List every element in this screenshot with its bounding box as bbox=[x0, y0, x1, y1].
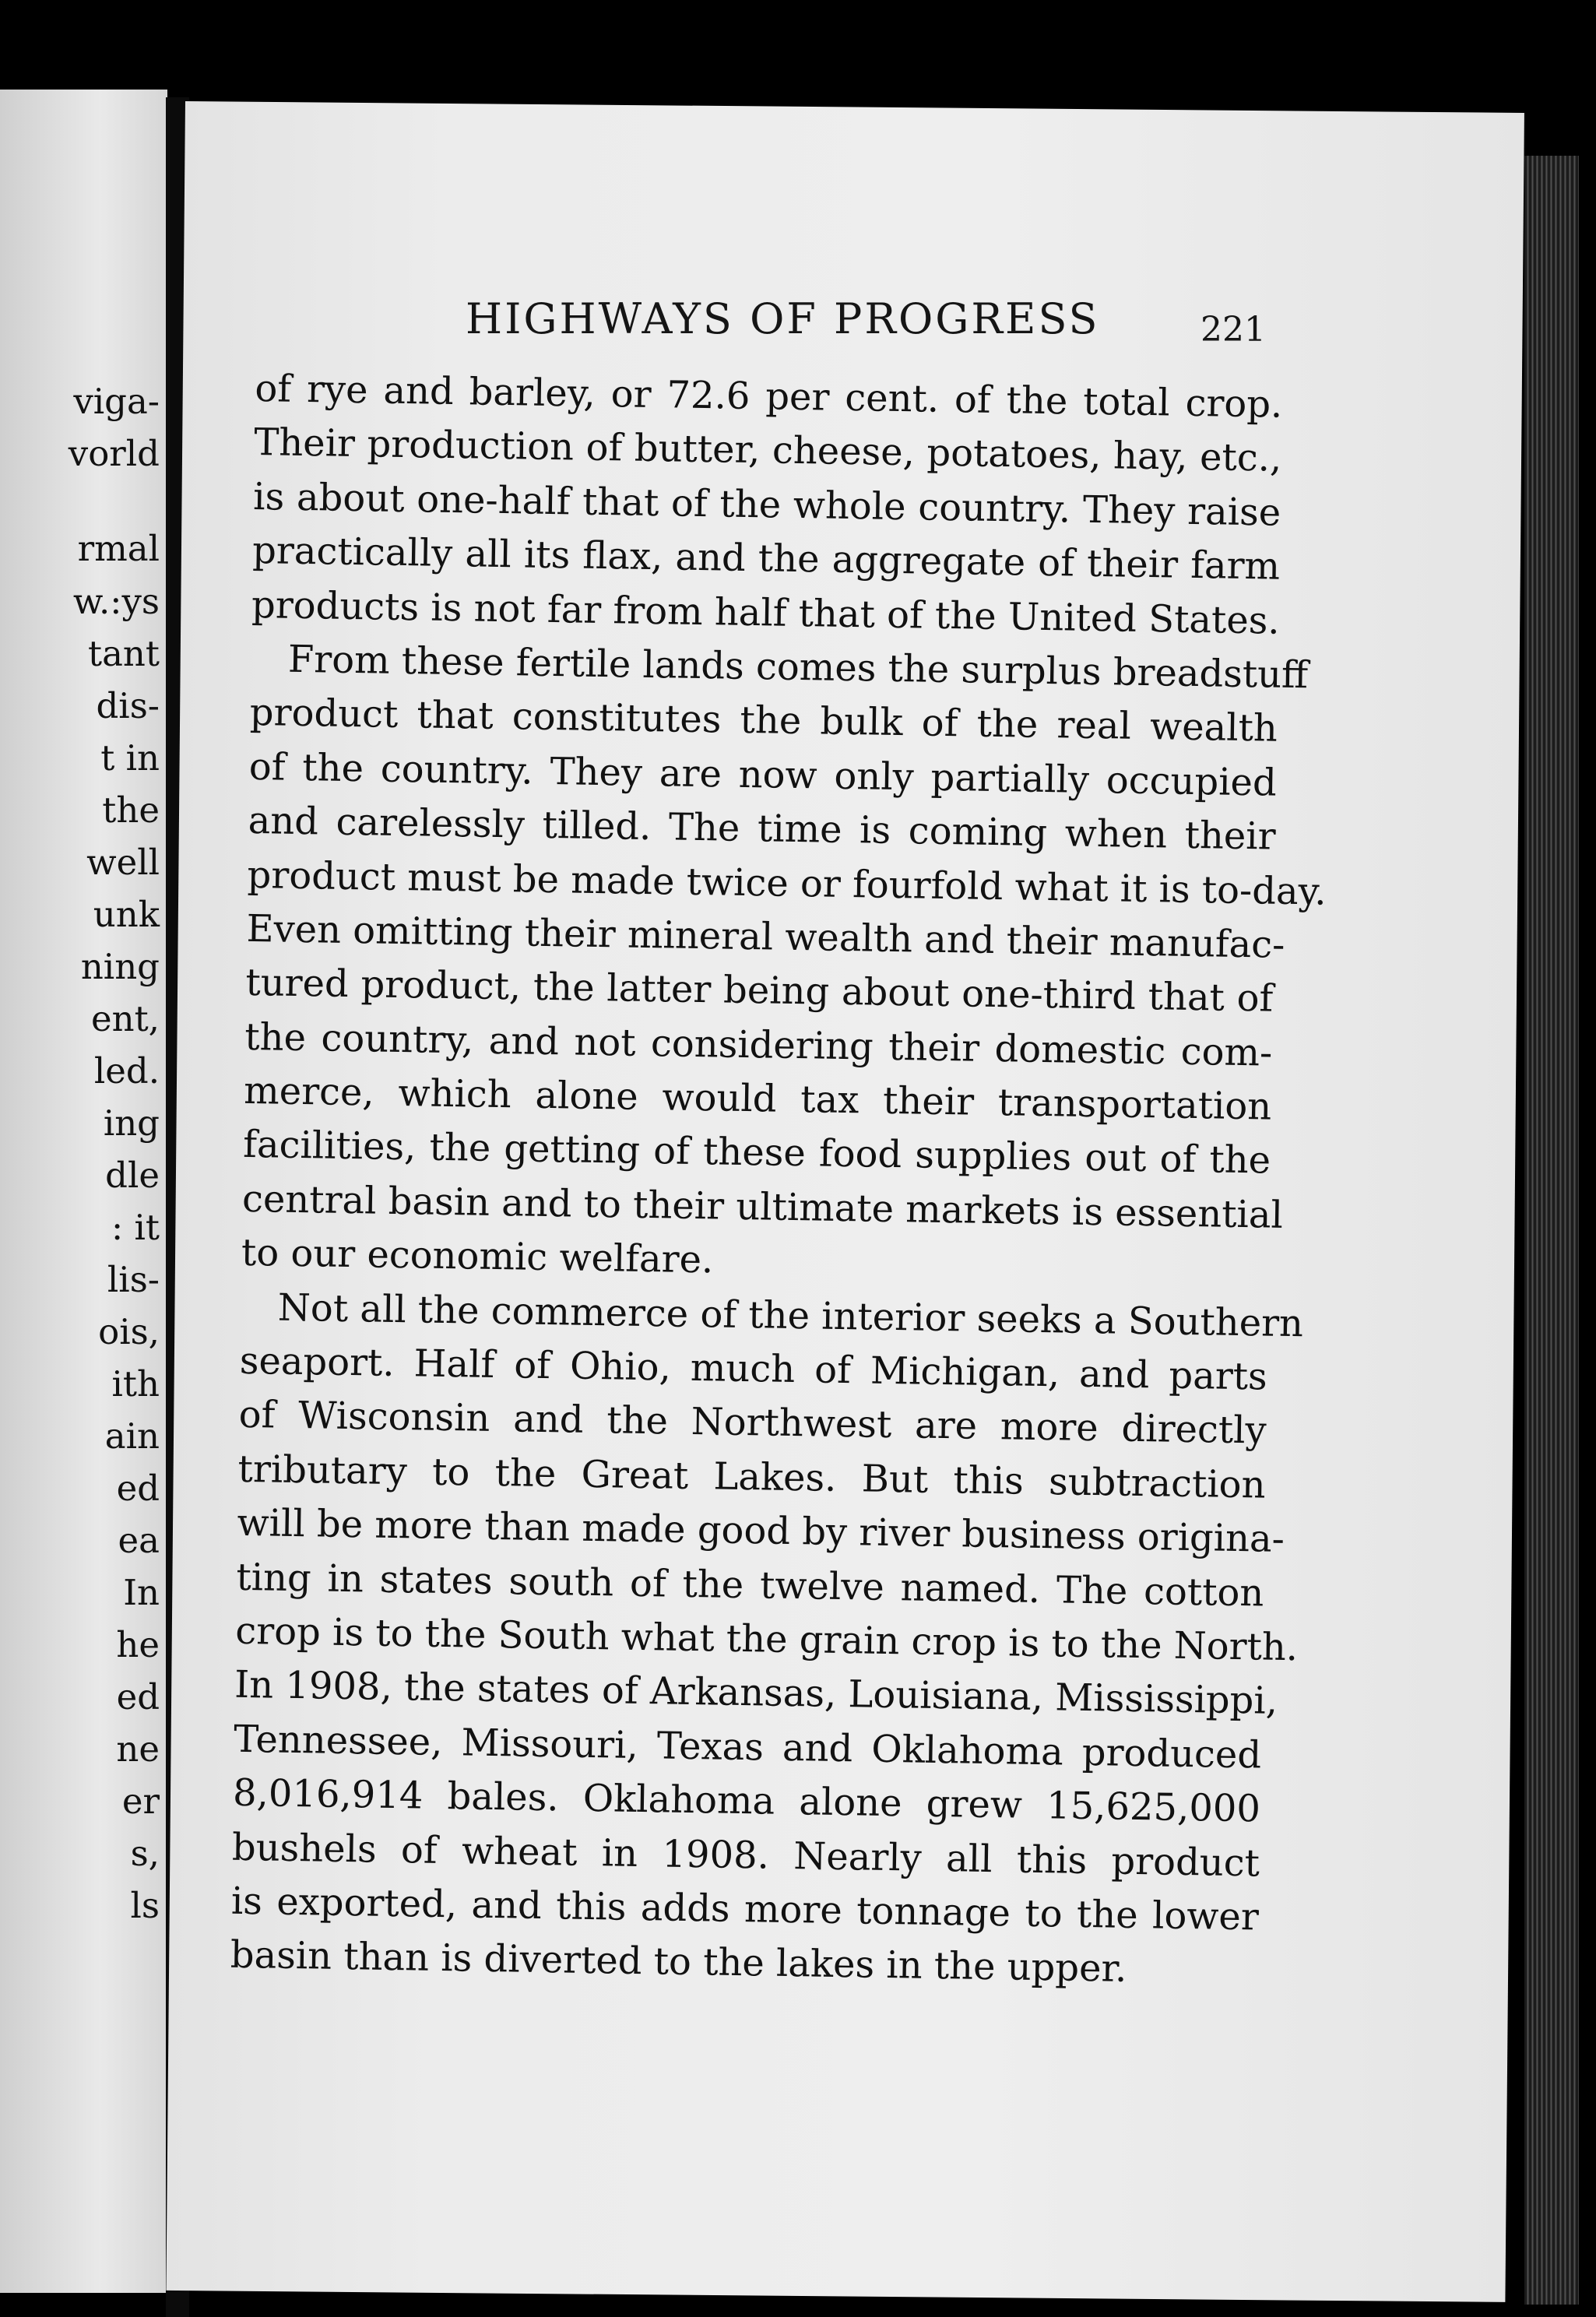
left-page-fragment: ith bbox=[111, 1363, 160, 1405]
text-line: central basin and to their ultimate markets is essential bbox=[241, 1176, 1284, 1237]
text-line: crop is to the South what the grain crop is to the North. bbox=[234, 1609, 1299, 1670]
text-line: seaport. Half of Ohio, much of Michigan, and parts bbox=[239, 1338, 1268, 1399]
left-page-fragment: led. bbox=[93, 1050, 160, 1092]
text-line: is exported, and this adds more tonnage to the lower bbox=[230, 1879, 1260, 1939]
left-page-fragment: s, bbox=[130, 1833, 160, 1874]
left-page-fragment: lis- bbox=[107, 1259, 160, 1300]
left-page-fragment: w.:ys bbox=[72, 581, 160, 622]
text-line: Even omitting their mineral wealth and their manufac- bbox=[246, 906, 1285, 967]
left-page-fragment: well bbox=[86, 842, 160, 883]
text-line: is about one-half that of the whole country. They raise bbox=[252, 474, 1281, 535]
text-line: product must be made twice or fourfold what it is to-day. bbox=[247, 853, 1327, 914]
text-line: In 1908, the states of Arkansas, Louisiana, Mississippi, bbox=[234, 1663, 1278, 1724]
left-page-fragment: unk bbox=[93, 894, 160, 935]
text-line: will be more than made good by river business origina- bbox=[237, 1501, 1285, 1562]
left-page-fragment: ent, bbox=[90, 998, 160, 1039]
facing-page-left bbox=[0, 90, 167, 2293]
text-line: products is not far from half that of the United States. bbox=[251, 582, 1281, 643]
left-page-fragment: ing bbox=[103, 1102, 160, 1144]
left-page-fragment: ning bbox=[80, 946, 160, 987]
page-number: 221 bbox=[1201, 310, 1266, 350]
left-page-fragment: tant bbox=[88, 633, 160, 674]
paragraph-start-line: From these fertile lands comes the surplus breadstuff bbox=[287, 637, 1309, 698]
text-line: 8,016,914 bales. Oklahoma alone grew 15,625,000 bbox=[232, 1770, 1261, 1831]
left-page-fragment: ois, bbox=[98, 1311, 160, 1352]
text-line: of the country. They are now only partially occupied bbox=[248, 744, 1278, 805]
left-page-fragment: er bbox=[121, 1781, 160, 1822]
left-page-fragment: t in bbox=[100, 737, 160, 779]
text-line: basin than is diverted to the lakes in the upper. bbox=[230, 1933, 1127, 1992]
left-page-fragment: ed bbox=[116, 1468, 160, 1509]
left-page-fragment: ls bbox=[130, 1885, 160, 1926]
left-page-fragment: ed bbox=[116, 1676, 160, 1718]
left-page-fragment: the bbox=[102, 789, 160, 831]
text-line: practically all its flax, and the aggregate of their farm bbox=[251, 529, 1281, 589]
text-line: bushels of wheat in 1908. Nearly all this product bbox=[231, 1825, 1260, 1886]
left-page-fragment: rmal bbox=[77, 528, 160, 569]
running-head: HIGHWAYS OF PROGRESS bbox=[466, 294, 1100, 343]
text-line: and carelessly tilled. The time is coming when their bbox=[248, 799, 1277, 859]
text-line: of Wisconsin and the Northwest are more directly bbox=[238, 1393, 1267, 1453]
text-line: the country, and not considering their domestic com- bbox=[244, 1014, 1273, 1075]
left-page-fragment: : it bbox=[111, 1207, 160, 1248]
left-page-fragment: viga- bbox=[73, 381, 160, 422]
left-page-fragment: dis- bbox=[96, 685, 160, 726]
text-line: ting in states south of the twelve named. The cotton bbox=[236, 1555, 1264, 1616]
text-line: tured product, the latter being about one-third that of bbox=[245, 961, 1274, 1021]
left-page-fragment: he bbox=[116, 1624, 160, 1665]
text-line: of rye and barley, or 72.6 per cent. of the total crop. bbox=[255, 366, 1283, 427]
left-page-fragment: dle bbox=[105, 1155, 160, 1196]
text-line: merce, which alone would tax their transportation bbox=[243, 1068, 1272, 1129]
left-page-fragment: vorld bbox=[68, 433, 160, 474]
body-text bbox=[230, 362, 1327, 1999]
left-page-fragment: ain bbox=[104, 1415, 160, 1457]
left-page-fragment: ne bbox=[116, 1728, 160, 1770]
page-edges bbox=[1524, 156, 1579, 2305]
text-line: Their production of butter, cheese, potatoes, hay, etc., bbox=[253, 420, 1282, 481]
left-page-fragment: In bbox=[123, 1572, 160, 1613]
text-line: product that constitutes the bulk of the real wealth bbox=[249, 691, 1278, 751]
text-line: tributary to the Great Lakes. But this subtraction bbox=[237, 1447, 1266, 1507]
text-line: facilities, the getting of these food supplies out of the bbox=[242, 1123, 1271, 1183]
left-page-fragment: ea bbox=[118, 1520, 160, 1561]
text-line: Tennessee, Missouri, Texas and Oklahoma produced bbox=[233, 1717, 1262, 1777]
paragraph-start-line: Not all the commerce of the interior seeks a Southern bbox=[277, 1285, 1304, 1345]
text-line: to our economic welfare. bbox=[241, 1231, 714, 1282]
